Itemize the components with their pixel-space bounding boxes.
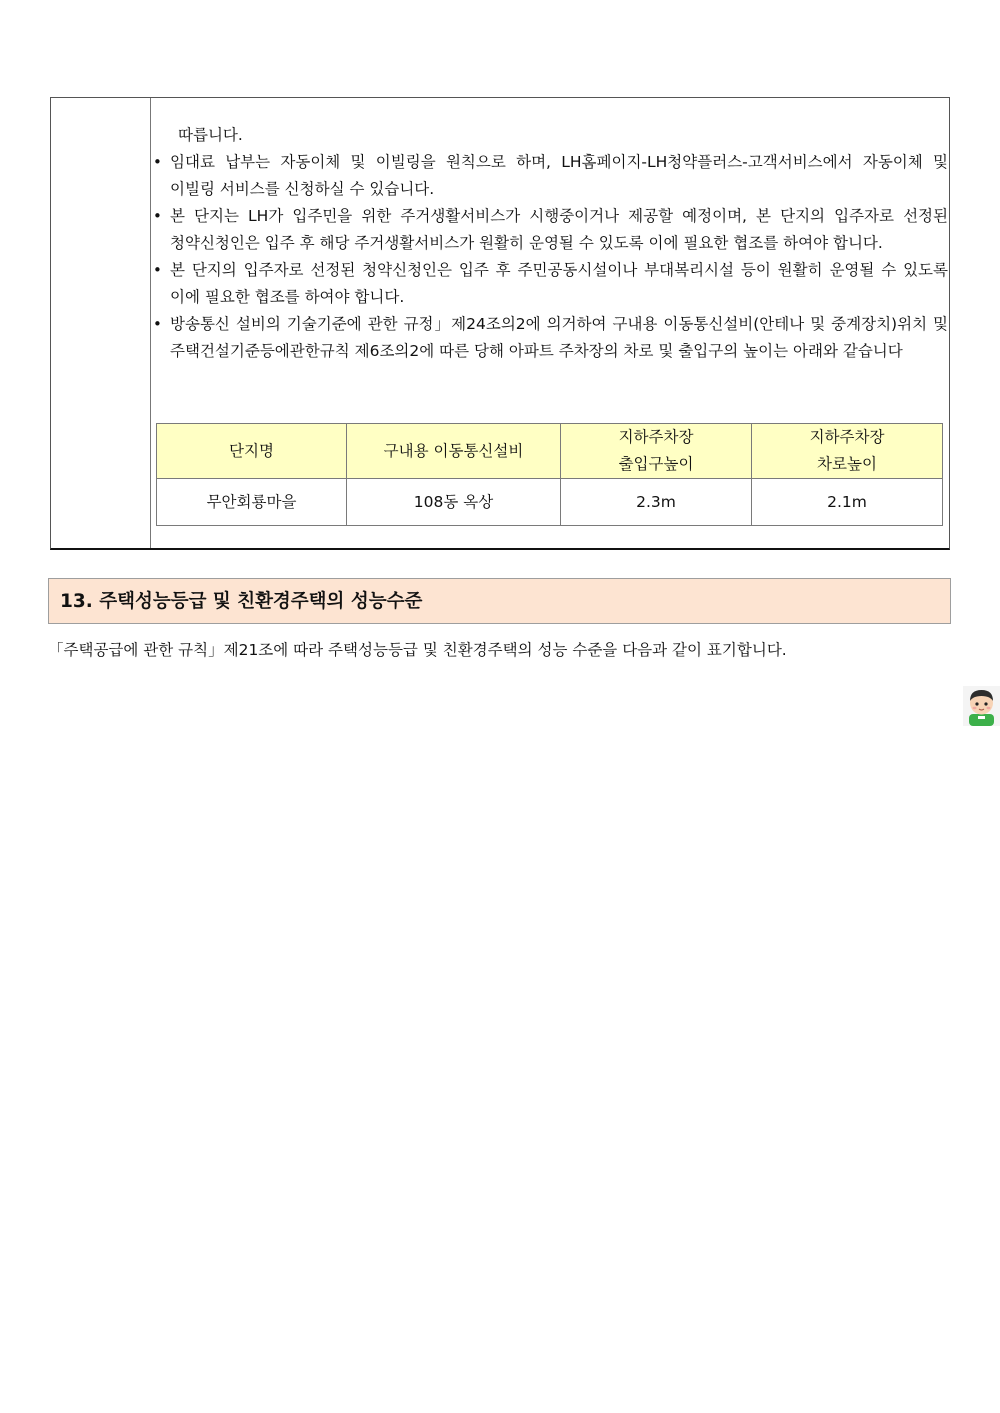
notice-label-cell xyxy=(51,98,151,548)
cell-telecom: 108동 옥상 xyxy=(347,479,561,526)
cell-complex: 무안회룡마을 xyxy=(157,479,347,526)
section-description: 「주택공급에 관한 규칙」제21조에 따라 주택성능등급 및 친환경주택의 성능 수준을 다음과 같이 표기합니다. xyxy=(48,641,787,659)
header-telecom: 구내용 이동통신설비 xyxy=(347,424,561,479)
bullet-icon: • xyxy=(153,261,162,279)
bullet-icon: • xyxy=(153,207,162,225)
notice-content-cell xyxy=(151,98,949,548)
bullet-item-living-service xyxy=(151,203,948,257)
bullet-text: 본 단지의 입주자로 선정된 청약신청인은 입주 후 주민공동시설이나 부대복리시설 등이 원활히 운영될 수 있도록 이에 필요한 협조를 하여야 합니다. xyxy=(170,261,948,306)
header-entrance-line1: 지하주차장 xyxy=(618,428,694,446)
bullet-icon: • xyxy=(153,153,162,171)
header-lane-line1: 지하주차장 xyxy=(809,428,885,446)
header-entrance-line2: 출입구높이 xyxy=(618,455,694,473)
notice-bullet-list xyxy=(151,149,948,365)
bullet-item-telecom xyxy=(151,311,948,365)
mascot-icon[interactable] xyxy=(963,686,1000,726)
cell-lane-height: 2.1m xyxy=(752,479,943,526)
bullet-icon: • xyxy=(153,315,162,333)
cell-entrance-height: 2.3m xyxy=(561,479,752,526)
table-row xyxy=(157,479,943,526)
notice-table xyxy=(50,97,950,550)
bullet-text: 방송통신 설비의 기술기준에 관한 규정」제24조의2에 의거하여 구내용 이동통신설비(안테나 및 중계장치)위치 및 주택건설기준등에관한규칙 제6조의2에 따른 당해 아파트 주차장의 차로 및 출입구의 높이는 아래와 같습니다 xyxy=(170,315,948,360)
header-lane-height xyxy=(752,424,943,479)
section-title: 13. 주택성능등급 및 친환경주택의 성능수준 xyxy=(60,591,423,612)
header-lane-line2: 차로높이 xyxy=(817,455,877,473)
bullet-text: 임대료 납부는 자동이체 및 이빌링을 원칙으로 하며, LH홈페이지-LH청약플러스-고객서비스에서 자동이체 및 이빌링 서비스를 신청하실 수 있습니다. xyxy=(170,153,948,198)
bullet-item-autopay xyxy=(151,149,948,203)
bullet-item-community-facility xyxy=(151,257,948,311)
header-entrance-height xyxy=(561,424,752,479)
parking-height-table xyxy=(156,423,943,526)
bullet-text: 본 단지는 LH가 입주민을 위한 주거생활서비스가 시행중이거나 제공할 예정이며, 본 단지의 입주자로 선정된 청약신청인은 입주 후 해당 주거생활서비스가 원활히 운영될 수 있도록 이에 필요한 협조를 하여야 합니다. xyxy=(170,207,948,252)
table-header-row xyxy=(157,424,943,479)
mascot-icon-graphic xyxy=(963,686,1000,726)
header-complex: 단지명 xyxy=(157,424,347,479)
continuation-text: 따릅니다. xyxy=(178,126,243,144)
section-header xyxy=(48,578,951,624)
